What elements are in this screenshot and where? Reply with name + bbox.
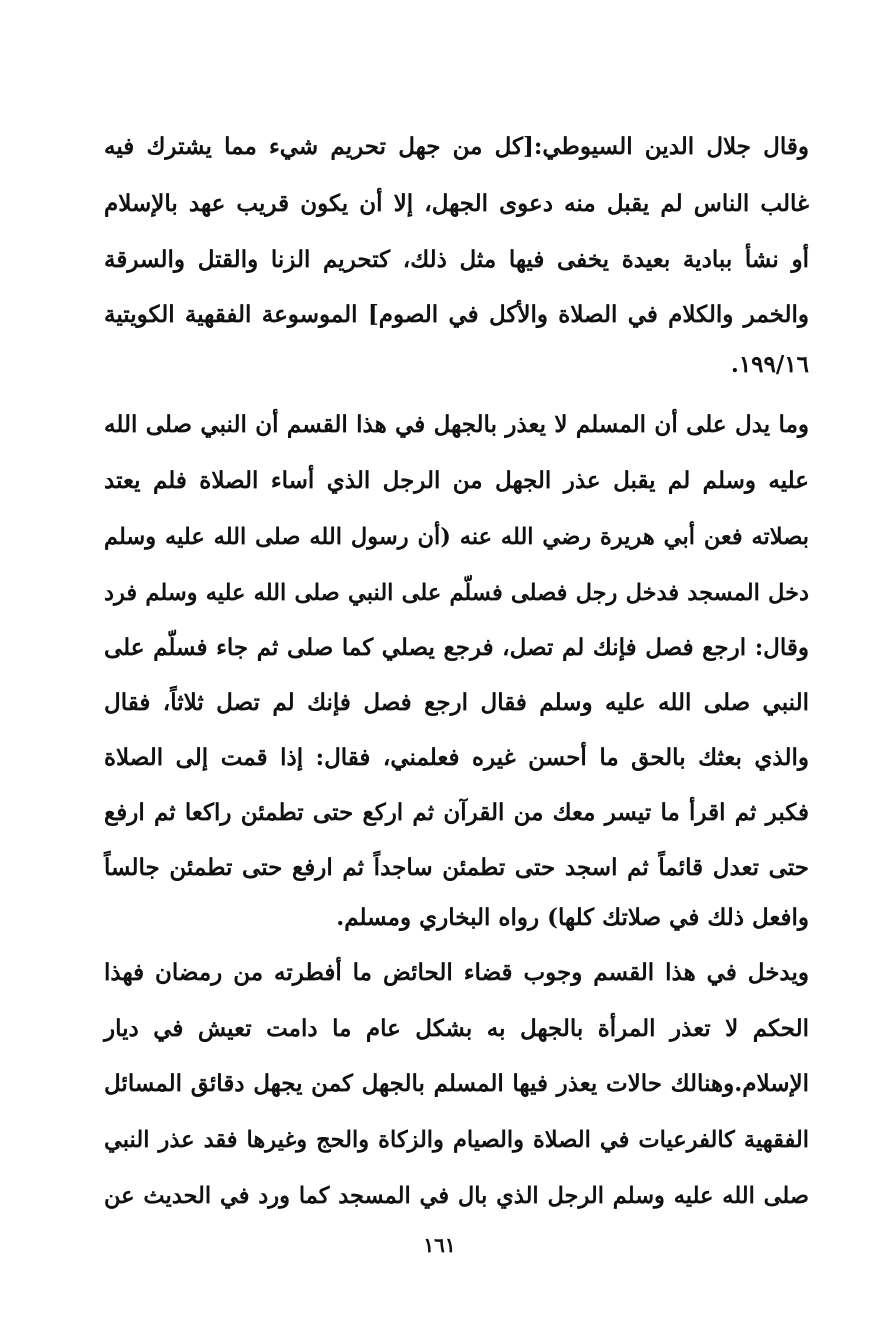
text-line: بصلاته فعن أبي هريرة رضي الله عنه (أن رسول الله صلى الله عليه وسلم [104,524,809,550]
text-line: الإسلام.وهنالك حالات يعذر فيها المسلم بالجهل كمن يجهل دقائق المسائل [104,1070,809,1097]
text-line: غالب الناس لم يقبل منه دعوى الجهل، إلا أن يكون قريب عهد بالإسلام [104,190,809,217]
text-line: النبي صلى الله عليه وسلم فقال ارجع فصل فإنك لم تصل ثلاثاً، فقال [104,689,809,716]
text-line: فكبر ثم اقرأ ما تيسر معك من القرآن ثم اركع حتى تطمئن راكعا ثم ارفع [104,799,809,826]
text-line: والخمر والكلام في الصلاة والأكل في الصوم] الموسوعة الفقهية الكويتية [104,301,809,328]
text-line: عليه وسلم لم يقبل عذر الجهل من الرجل الذي أساء الصلاة فلم يعتد [104,467,809,494]
text-line: الفقهية كالفرعيات في الصلاة والصيام والزكاة والحج وغيرها فقد عذر النبي [104,1127,809,1153]
text-line: أو نشأ ببادية بعيدة يخفى فيها مثل ذلك، كتحريم الزنا والقتل والسرقة [104,246,809,273]
text-line: حتى تعدل قائماً ثم اسجد حتى تطمئن ساجداً ثم ارفع حتى تطمئن جالساً [104,854,809,881]
text-line: دخل المسجد فدخل رجل فصلى فسلّم على النبي صلى الله عليه وسلم فرد [104,580,809,606]
text-line: الحكم لا تعذر المرأة بالجهل به بشكل عام ما دامت تعيش في ديار [104,1015,809,1042]
text-line: صلى الله عليه وسلم الرجل الذي بال في المسجد كما ورد في الحديث عن [104,1183,809,1209]
text-line: وقال جلال الدين السيوطي:[كل من جهل تحريم شيء مما يشترك فيه [104,133,809,160]
text-line: والذي بعثك بالحق ما أحسن غيره فعلمني، فقال: إذا قمت إلى الصلاة [104,744,809,771]
text-line: وقال: ارجع فصل فإنك لم تصل، فرجع يصلي كما صلى ثم جاء فسلّم على [104,634,809,661]
text-line: وافعل ذلك في صلاتك كلها) رواه البخاري ومسلم. [336,904,809,931]
text-line: ويدخل في هذا القسم وجوب قضاء الحائض ما أفطرته من رمضان فهذا [104,959,809,986]
page-number: ١٦١ [423,1233,456,1257]
text-line: وما يدل على أن المسلم لا يعذر بالجهل في هذا القسم أن النبي صلى الله [104,411,809,438]
text-line: ١٩٩/١٦. [730,351,809,378]
